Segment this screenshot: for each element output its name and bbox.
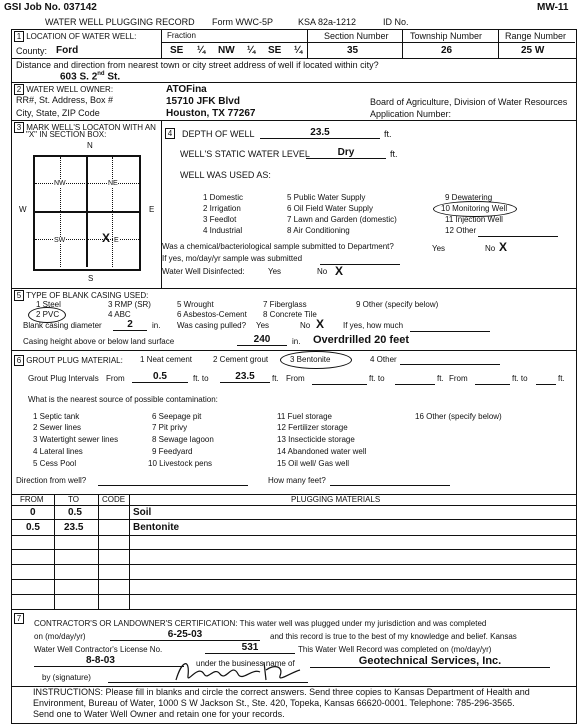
- grout-material: 1 Neat cement: [140, 355, 193, 364]
- section-5-header: 5 TYPE OF BLANK CASING USED:: [14, 290, 148, 301]
- contamination-source: 8 Sewage lagoon: [152, 435, 214, 444]
- range-number-label: Range Number: [505, 31, 567, 41]
- table-row-border: [11, 564, 576, 565]
- mw-id: MW-11: [537, 2, 569, 13]
- casing-pulled-label: Was casing pulled?: [177, 321, 247, 330]
- divider: [161, 42, 575, 43]
- instructions-line-3: Send one to Water Well Owner and retain one for your records.: [33, 709, 285, 719]
- divider: [11, 288, 576, 289]
- contamination-source: 5 Cess Pool: [33, 459, 77, 468]
- interval-unit: ft.: [272, 374, 279, 383]
- range-number-value: 25 W: [521, 45, 545, 56]
- table-row-1-from: 0: [30, 507, 36, 518]
- table-row-border: [11, 519, 576, 520]
- casing-type: 7 Fiberglass: [263, 300, 307, 309]
- casing-diameter-value: 2: [113, 320, 147, 331]
- grout-material: 2 Cement grout: [213, 355, 269, 364]
- compass-south: S: [88, 274, 94, 283]
- record-date-value: 8-8-03: [34, 656, 184, 667]
- static-level-value: Dry: [306, 148, 386, 159]
- used-as-label: WELL WAS USED AS:: [180, 170, 271, 180]
- ksa-reference: KSA 82a-1212: [298, 17, 357, 27]
- quarter-1: ¼: [197, 45, 206, 56]
- use-option: 7 Lawn and Garden (domestic): [287, 215, 397, 224]
- section-box-quarterline: [60, 157, 61, 267]
- use-option: 2 Irrigation: [203, 204, 241, 213]
- id-number-label: ID No.: [383, 17, 409, 27]
- contamination-source: 4 Lateral lines: [33, 447, 83, 456]
- other-use-line: [478, 236, 558, 237]
- contamination-source: 13 Insecticide storage: [277, 435, 355, 444]
- casing-type: 6 Asbestos-Cement: [177, 310, 247, 319]
- table-header-materials: PLUGGING MATERIALS: [291, 495, 381, 504]
- interval-2-from: [312, 384, 367, 385]
- table-header-code: CODE: [102, 495, 126, 504]
- interval-3-from: [475, 384, 510, 385]
- interval-2-to: [395, 384, 435, 385]
- contamination-label: What is the nearest source of possible contamination:: [28, 395, 218, 404]
- static-level-label: WELL'S STATIC WATER LEVEL: [180, 149, 310, 159]
- divider: [307, 29, 308, 58]
- interval-from-label: From: [106, 374, 125, 383]
- section-number-label: Section Number: [324, 31, 389, 41]
- city-label: City, State, ZIP Code: [16, 108, 100, 118]
- section-box-quarterline: [112, 157, 113, 267]
- compass-north: N: [87, 141, 93, 150]
- county-value: Ford: [56, 45, 79, 56]
- application-number-label: Application Number:: [370, 109, 452, 119]
- certification-text-2: and this record is true to the best of my knowledge and belief. Kansas: [270, 632, 517, 641]
- certification-text-1: CONTRACTOR'S OR LANDOWNER'S CERTIFICATION: This water well was plugged under my jurisdiction and was completed: [34, 619, 487, 628]
- interval-1-to: 23.5: [220, 372, 270, 383]
- section-number-value: 35: [347, 45, 359, 56]
- use-option: 11 Injection Well: [445, 215, 503, 224]
- disinfected-no-mark: X: [335, 264, 344, 278]
- contamination-source: 1 Septic tank: [33, 412, 80, 421]
- street-value: 15710 JFK Blvd: [166, 96, 240, 107]
- table-row-2-from: 0.5: [26, 522, 40, 533]
- contamination-source: 16 Other (specify below): [415, 412, 502, 421]
- casing-diameter-label: Blank casing diameter: [23, 321, 102, 330]
- casing-type-selected: 2 PVC: [36, 310, 60, 319]
- casing-height-label: Casing height above or below land surface: [23, 337, 175, 346]
- form-number: Form WWC-5P: [212, 17, 273, 27]
- casing-type: 3 RMP (SR): [108, 300, 151, 309]
- license-value: 531: [205, 643, 295, 654]
- township-number-value: 26: [441, 45, 453, 56]
- selection-circle: [280, 351, 352, 369]
- section-7-number: 7: [14, 613, 24, 624]
- static-level-unit: ft.: [390, 149, 398, 159]
- sample-date-label: If yes, mo/day/yr sample was submitted: [162, 254, 303, 263]
- casing-type: 5 Wrought: [177, 300, 214, 309]
- depth-value: 23.5: [260, 128, 380, 139]
- use-option: 5 Public Water Supply: [287, 193, 366, 202]
- fraction-3: SE: [268, 45, 282, 56]
- interval-3-to: [536, 384, 556, 385]
- table-row-1-to: 0.5: [68, 507, 82, 518]
- disinfected-yes: Yes: [268, 267, 282, 276]
- table-header-border: [11, 505, 576, 506]
- table-row-border: [11, 609, 576, 610]
- section-4-number: 4: [165, 128, 175, 139]
- quarter-2: ¼: [247, 45, 256, 56]
- grout-material-selected: 3 Bentonite: [290, 355, 331, 364]
- interval-to-label: ft. to: [193, 374, 209, 383]
- table-row-1-material: Soil: [133, 507, 152, 518]
- table-column-border: [129, 494, 130, 609]
- how-much-line: [410, 331, 490, 332]
- section-3-header: 3 MARK WELL'S LOCATON WITH AN: [14, 122, 156, 133]
- divider: [11, 58, 576, 59]
- table-row-2-to: 23.5: [64, 522, 84, 533]
- interval-to-label: ft. to: [512, 374, 528, 383]
- interval-unit: ft.: [437, 374, 444, 383]
- business-name-value: Geotechnical Services, Inc.: [310, 656, 550, 668]
- depth-label: DEPTH OF WELL: [182, 129, 255, 139]
- table-row-2-material: Bentonite: [133, 522, 180, 533]
- divider: [498, 29, 499, 58]
- use-option: 8 Air Conditioning: [287, 226, 350, 235]
- record-completed-label: This Water Well Record was completed on (mo/day/yr): [298, 645, 492, 654]
- signature-image: [168, 654, 308, 688]
- instructions-line-2: Environment, Bureau of Water, 1000 S W Jackson St., Ste. 420, Topeka, Kansas 66620-0001. Telephone: 785-296-3565.: [33, 698, 515, 708]
- county-label: County:: [16, 46, 48, 56]
- instructions-line-1: INSTRUCTIONS: Please fill in blanks and circle the correct answers. Send three copies to Kansas Department of Health and: [33, 687, 530, 697]
- board-label: Board of Agriculture, Division of Water Resources: [370, 97, 568, 107]
- completion-date-label: on (mo/day/yr): [34, 632, 86, 641]
- table-row-border: [11, 594, 576, 595]
- contamination-source: 11 Fuel storage: [277, 412, 332, 421]
- divider: [402, 29, 403, 58]
- overdrilled-note: Overdrilled 20 feet: [313, 334, 409, 346]
- street-label: RR#, St. Address, Box #: [16, 95, 114, 105]
- casing-height-value: 240: [237, 335, 287, 346]
- quadrant-sw: SW: [54, 237, 66, 244]
- township-number-label: Township Number: [410, 31, 483, 41]
- divider: [11, 120, 576, 121]
- section-3-subheader: "X" IN SECTION BOX:: [26, 130, 107, 139]
- use-option: 6 Oil Field Water Supply: [287, 204, 373, 213]
- table-row-border: [11, 549, 576, 550]
- compass-west: W: [19, 205, 27, 214]
- contamination-source: 12 Fertilizer storage: [277, 423, 348, 432]
- contamination-source: 10 Livestock pens: [148, 459, 213, 468]
- depth-unit: ft.: [384, 129, 392, 139]
- chem-no: No: [485, 244, 496, 253]
- signature-label: by (signature): [42, 673, 91, 682]
- grout-material: 4 Other: [370, 355, 397, 364]
- section-box-quarterline: [35, 239, 139, 240]
- use-option: 3 Feedlot: [203, 215, 237, 224]
- contamination-source: 14 Abandoned water well: [277, 447, 367, 456]
- casing-height-unit: in.: [292, 337, 301, 346]
- contamination-source: 2 Sewer lines: [33, 423, 82, 432]
- direction-label: Direction from well?: [16, 476, 87, 485]
- contamination-source: 3 Watertight sewer lines: [33, 435, 119, 444]
- casing-type: 8 Concrete Tile: [263, 310, 317, 319]
- quadrant-nw: NW: [54, 180, 66, 187]
- interval-unit: ft.: [558, 374, 565, 383]
- license-label: Water Well Contractor's License No.: [34, 645, 163, 654]
- contamination-source: 6 Seepage pit: [152, 412, 202, 421]
- table-column-border: [54, 494, 55, 609]
- table-row-border: [11, 535, 576, 536]
- fraction-label: Fraction: [167, 31, 196, 40]
- city-value: Houston, TX 77267: [166, 108, 256, 119]
- address-value: 603 S. 2nd St.: [60, 71, 121, 83]
- interval-1-from: 0.5: [132, 372, 188, 383]
- divider: [161, 29, 162, 58]
- section-box-quarterline: [35, 183, 139, 184]
- interval-from-label: From: [449, 374, 468, 383]
- interval-from-label: From: [286, 374, 305, 383]
- casing-diameter-unit: in.: [152, 321, 161, 330]
- contamination-source: 9 Feedyard: [152, 447, 193, 456]
- disinfected-no: No: [317, 267, 328, 276]
- section-6-header: 6 GROUT PLUG MATERIAL:: [14, 355, 123, 366]
- grout-intervals-label: Grout Plug Intervals: [28, 374, 99, 383]
- how-many-feet-label: How many feet?: [268, 476, 326, 485]
- casing-pulled-yes: Yes: [256, 321, 270, 330]
- table-column-border: [98, 494, 99, 609]
- section-2-header: 2 WATER WELL OWNER:: [14, 84, 113, 95]
- well-location-mark: X: [102, 231, 111, 245]
- other-material-line: [400, 364, 500, 365]
- section-box-midline: [35, 211, 139, 213]
- section-1-header: 1 LOCATION OF WATER WELL:: [14, 31, 136, 42]
- chem-yes: Yes: [432, 244, 446, 253]
- direction-line: [98, 485, 248, 486]
- use-option-selected: 10 Monitoring Well: [441, 204, 508, 213]
- chem-sample-question: Was a chemical/bacteriological sample submitted to Department?: [162, 242, 394, 251]
- sample-date-line: [320, 264, 400, 265]
- owner-value: ATOFina: [166, 84, 207, 95]
- casing-type: 1 Steel: [36, 300, 61, 309]
- casing-pulled-no-mark: X: [316, 317, 325, 331]
- how-much-label: If yes, how much: [343, 321, 404, 330]
- fraction-1: SE: [170, 45, 184, 56]
- how-many-feet-line: [330, 485, 450, 486]
- table-row-border: [11, 579, 576, 580]
- use-option: 1 Domestic: [203, 193, 244, 202]
- quadrant-se: E: [114, 237, 119, 244]
- divider: [11, 82, 576, 83]
- quarter-3: ¼: [294, 45, 303, 56]
- use-option: 12 Other: [445, 226, 477, 235]
- contamination-source: 7 Pit privy: [152, 423, 188, 432]
- divider: [11, 350, 576, 351]
- contamination-source: 15 Oil well/ Gas well: [277, 459, 350, 468]
- interval-to-label: ft. to: [369, 374, 385, 383]
- fraction-2: NW: [218, 45, 235, 56]
- table-header-to: TO: [68, 495, 79, 504]
- form-title: WATER WELL PLUGGING RECORD: [45, 17, 195, 27]
- chem-no-mark: X: [499, 240, 508, 254]
- table-header-from: FROM: [20, 495, 44, 504]
- use-option: 4 Industrial: [203, 226, 243, 235]
- completion-date-value: 6-25-03: [110, 630, 260, 641]
- casing-type: 4 ABC: [108, 310, 131, 319]
- business-name-label: under the business name of: [196, 659, 295, 668]
- use-option: 9 Dewatering: [445, 193, 493, 202]
- casing-type: 9 Other (specify below): [356, 300, 439, 309]
- quadrant-ne: NE: [108, 180, 118, 187]
- distance-label: Distance and direction from nearest town or city street address of well if located within city?: [16, 60, 379, 70]
- disinfected-label: Water Well Disinfected:: [162, 267, 245, 276]
- casing-pulled-no: No: [300, 321, 311, 330]
- gsi-job-number: GSI Job No. 037142: [4, 2, 97, 13]
- compass-east: E: [149, 205, 155, 214]
